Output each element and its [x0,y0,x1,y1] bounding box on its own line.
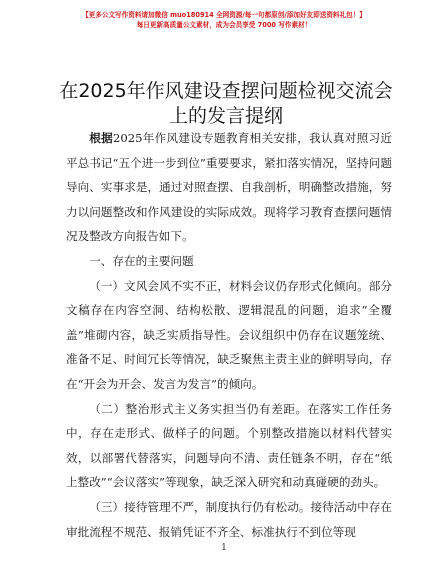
intro-paragraph [66,126,392,249]
promo-banner-line-2: 每日更新高质量公文素材，成为会员享受 7000 写作素材！ [136,21,312,29]
intro-text: 2025年作风建设专题教育相关安排，我认真对照习近平总书记“五个进一步到位”重要要求，紧扣落实情况，坚持问题导向、实事求是，通过对照查摆、自我剖析，明确整改措施，努力以问题整改和作风建设的实际成效。现将学习教育查摆问题情况及整改方向报告如下。 [66,131,392,244]
page-number: 1 [221,543,227,553]
section-heading-1: 一、存在的主要问题 [89,253,194,268]
paragraph-2: （二）整治形式主义务实担当仍有差距。在落实工作任务中，存在走形式、做样子的问题。个别整改措施以材料代替实效，以部署代替落实，问题导向不清、责任链条不明，存在“纸上整改”“会议落实”等现象，缺乏深入研究和动真碰硬的劲头。 [66,401,392,490]
promo-banner [0,10,448,30]
intro-lead: 根据 [89,131,113,145]
paragraph-3: （三）接待管理不严，制度执行仍有松动。接待活动中存在审批流程不规范、报销凭证不齐全、标准执行不到位等现 [66,499,392,539]
document-body [66,126,392,544]
paragraph-1: （一）文风会风不实不正，材料会议仍存形式化倾向。部分文稿存在内容空洞、结构松散、逻辑混乱的问题，追求“全覆盖”堆砌内容，缺乏实质指导性。会议组织中仍存在议题笼统、准备不足、时间冗长等情况，缺乏聚焦主责主业的鲜明导向，存在“开会为开会、发言为发言”的倾向。 [66,278,392,391]
promo-banner-line-1: 【更多公文写作资料请加微信 muo180914 全网资源/每一句都原创/添加好友即送资料礼包！】 [82,11,366,19]
document-title: 在2025年作风建设查摆问题检视交流会上的发言提纲 [59,80,393,127]
